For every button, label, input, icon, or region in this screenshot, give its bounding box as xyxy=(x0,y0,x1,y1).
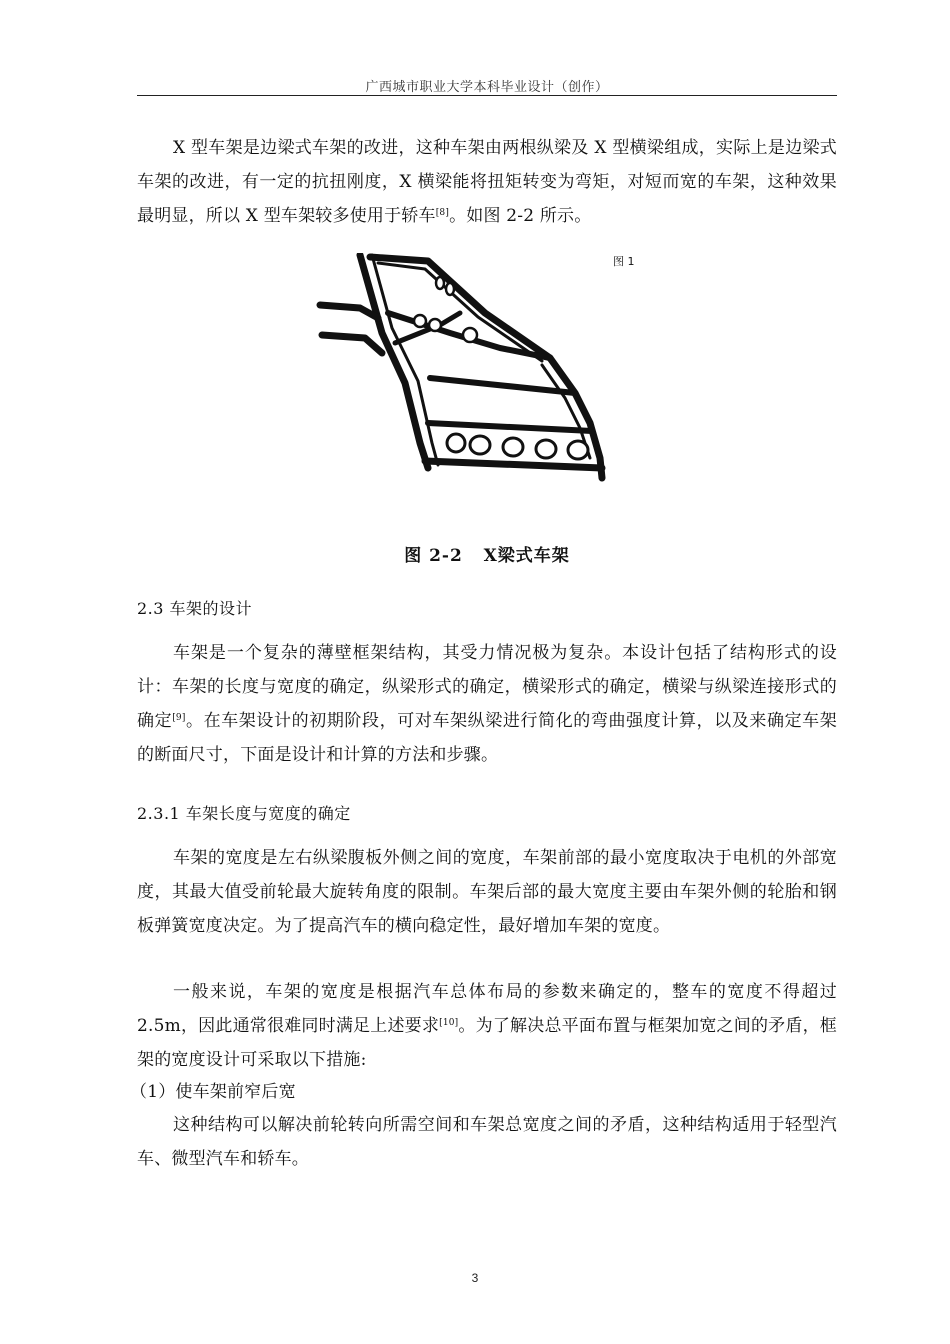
paragraph-text: 一般来说，车架的宽度是根据汽车总体布局的参数来确定的，整车的宽度不得超过 2.5m，因此通常很难同时满足上述要求 xyxy=(137,982,837,1036)
paragraph-narrow-front xyxy=(137,1108,837,1176)
paragraph-text: 车架是一个复杂的薄壁框架结构，其受力情况极为复杂。本设计包括了结构形式的设计：车架的长度与宽度的确定，纵梁形式的确定，横梁形式的确定，横梁与纵梁连接形式的确定 xyxy=(137,643,837,731)
inset-figure-label: 图 1 xyxy=(613,255,635,268)
paragraph-text: 车架的宽度是左右纵梁腹板外侧之间的宽度，车架前部的最小宽度取决于电机的外部宽度，其最大值受前轮最大旋转角度的限制。车架后部的最大宽度主要由车架外侧的轮胎和钢板弹簧宽度决定。为了提高汽车的横向稳定性，最好增加车架的宽度。 xyxy=(137,848,837,936)
citation-ref: [10] xyxy=(439,1018,459,1028)
list-item-1: （1）使车架前窄后宽 xyxy=(130,1082,296,1102)
paragraph-text: 。在车架设计的初期阶段，可对车架纵梁进行简化的弯曲强度计算，以及来确定车架的断面尺寸，下面是设计和计算的方法和步骤。 xyxy=(137,711,837,765)
citation-ref: [9] xyxy=(172,713,186,723)
paragraph-width-constraints xyxy=(137,975,837,1077)
figure-number: 图 2-2 xyxy=(404,546,463,566)
figure-caption xyxy=(137,541,837,566)
figure-title: X梁式车架 xyxy=(483,546,570,566)
citation-ref: [8] xyxy=(435,208,450,218)
paragraph-frame-design xyxy=(137,636,837,772)
figure-x-frame-drawing xyxy=(310,253,655,493)
paragraph-x-frame xyxy=(137,131,837,233)
paragraph-text: 。如图 2-2 所示。 xyxy=(449,206,592,226)
paragraph-text: 。为了解决总平面布置与框架加宽之间的矛盾，框架的宽度设计可采取以下措施: xyxy=(137,1016,837,1070)
section-heading-2-3-1: 2.3.1 车架长度与宽度的确定 xyxy=(137,804,351,823)
page-header: 广西城市职业大学本科毕业设计（创作） xyxy=(365,80,609,95)
x-frame-illustration-icon xyxy=(310,253,655,493)
paragraph-text: 这种结构可以解决前轮转向所需空间和车架总宽度之间的矛盾，这种结构适用于轻型汽车、微型汽车和轿车。 xyxy=(137,1115,837,1169)
section-heading-2-3: 2.3 车架的设计 xyxy=(137,599,253,618)
paragraph-text: X 型车架是边梁式车架的改进，这种车架由两根纵梁及 X 型横梁组成，实际上是边梁式车架的改进，有一定的抗扭刚度，X 横梁能将扭矩转变为弯矩，对短而宽的车架，这种效果最明显，所以 X 型车架较多使用于轿车 xyxy=(137,138,837,226)
header-divider xyxy=(137,95,837,96)
page-number: 3 xyxy=(471,1271,479,1285)
paragraph-frame-width xyxy=(137,841,837,943)
